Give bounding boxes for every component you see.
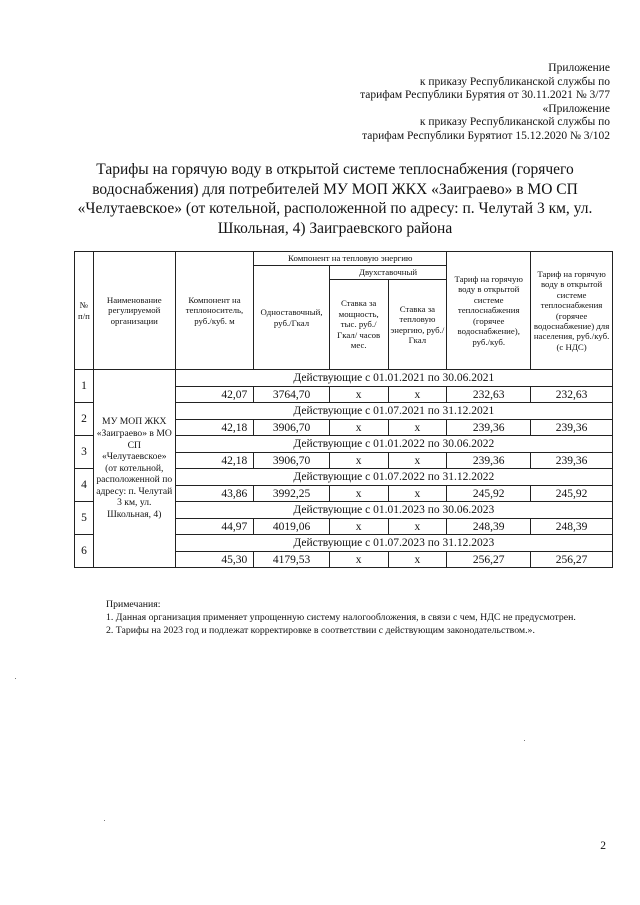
scan-speck (104, 820, 105, 821)
tariff-value: 256,27 (447, 552, 531, 568)
period-label: Действующие с 01.01.2021 по 30.06.2021 (175, 370, 612, 387)
appendix-line: к приказу Республиканской службы по (419, 116, 610, 129)
row-number: 5 (75, 502, 94, 535)
carrier-value: 42,18 (175, 420, 254, 436)
tariff-value: 248,39 (447, 519, 531, 535)
header-energy-rate: Ставка за тепловую энергию, руб./Гкал (388, 280, 447, 370)
single-rate-value: 3764,70 (254, 387, 330, 403)
power-rate-value: x (329, 453, 388, 469)
tariff-population-value: 239,36 (531, 453, 613, 469)
tariff-value: 239,36 (447, 453, 531, 469)
tariff-table (74, 251, 613, 568)
single-rate-value: 4179,53 (254, 552, 330, 568)
carrier-value: 43,86 (175, 486, 254, 502)
title-line: Тарифы на горячую воду в открытой системе теплоснабжения (горячего (96, 161, 574, 178)
carrier-value: 45,30 (175, 552, 254, 568)
header-power-rate: Ставка за мощность, тыс. руб./Гкал/ часов мес. (329, 280, 388, 370)
scan-speck (524, 740, 525, 741)
header-org: Наименование регулируемой организации (93, 252, 175, 370)
header-two-rate: Двухставочный (329, 266, 446, 280)
title-line: Школьная, 4) Заиграевского района (217, 219, 453, 237)
header-tariff: Тариф на горячую воду в открытой системе теплоснабжения (горячее водоснабжение), руб./куб. (447, 252, 531, 370)
period-label: Действующие с 01.07.2022 по 31.12.2022 (175, 469, 612, 486)
appendix-line: тарифам Республики Бурятия от 30.11.2021 № 3/77 (360, 89, 610, 102)
carrier-value: 44,97 (175, 519, 254, 535)
notes-section (106, 598, 611, 638)
header-single-rate: Одноставочный, руб./Гкал (254, 266, 330, 370)
power-rate-value: x (329, 387, 388, 403)
tariff-value: 232,63 (447, 387, 531, 403)
page-number: 2 (600, 840, 606, 852)
power-rate-value: x (329, 552, 388, 568)
note-item: 2. Тарифы на 2023 год и подлежат корректировке в соответствии с действующим законодательством.». (106, 625, 535, 637)
row-number: 1 (75, 370, 94, 403)
document-title (70, 160, 600, 238)
tariff-value: 245,92 (447, 486, 531, 502)
period-label: Действующие с 01.07.2021 по 31.12.2021 (175, 403, 612, 420)
header-num: № п/п (75, 252, 94, 370)
title-line: «Челутаевское» (от котельной, расположенной по адресу: п. Челутай 3 км, ул. (77, 200, 593, 217)
single-rate-value: 3992,25 (254, 486, 330, 502)
carrier-value: 42,18 (175, 453, 254, 469)
carrier-value: 42,07 (175, 387, 254, 403)
notes-heading: Примечания: (106, 599, 161, 610)
row-number: 2 (75, 403, 94, 436)
single-rate-value: 3906,70 (254, 453, 330, 469)
tariff-population-value: 232,63 (531, 387, 613, 403)
header-tariff-population: Тариф на горячую воду в открытой системе теплоснабжения (горячее водоснабжение) для населения, руб./куб. (с НДС) (531, 252, 613, 370)
energy-rate-value: x (388, 552, 447, 568)
appendix-line: к приказу Республиканской службы по (419, 75, 610, 88)
single-rate-value: 3906,70 (254, 420, 330, 436)
row-number: 3 (75, 436, 94, 469)
appendix-line: «Приложение (542, 102, 610, 115)
energy-rate-value: x (388, 519, 447, 535)
period-label: Действующие с 01.07.2023 по 31.12.2023 (175, 535, 612, 552)
power-rate-value: x (329, 519, 388, 535)
power-rate-value: x (329, 420, 388, 436)
tariff-population-value: 245,92 (531, 486, 613, 502)
row-number: 6 (75, 535, 94, 568)
scan-speck (15, 678, 16, 679)
appendix-line: тарифам Республики Бурятиот 15.12.2020 № 3/102 (362, 129, 610, 142)
period-label: Действующие с 01.01.2022 по 30.06.2022 (175, 436, 612, 453)
appendix-line: Приложение (548, 62, 610, 74)
header-carrier: Компонент на теплоноситель, руб./куб. м (175, 252, 254, 370)
tariff-population-value: 239,36 (531, 420, 613, 436)
energy-rate-value: x (388, 486, 447, 502)
header-energy-group: Компонент на тепловую энергию (254, 252, 447, 266)
organization-name: МУ МОП ЖКХ «Заиграево» в МО СП «Челутаевское» (от котельной, расположенной по адресу: п. Челутай 3 км, ул. Школьная, 4) (93, 370, 175, 568)
period-label: Действующие с 01.01.2023 по 30.06.2023 (175, 502, 612, 519)
tariff-value: 239,36 (447, 420, 531, 436)
row-number: 4 (75, 469, 94, 502)
title-line: водоснабжения) для потребителей МУ МОП ЖКХ «Заиграево» в МО СП (92, 180, 578, 198)
single-rate-value: 4019,06 (254, 519, 330, 535)
tariff-population-value: 256,27 (531, 552, 613, 568)
energy-rate-value: x (388, 387, 447, 403)
note-item: 1. Данная организация применяет упрощенную систему налогообложения, в связи с чем, НДС не предусмотрен. (106, 612, 576, 624)
energy-rate-value: x (388, 453, 447, 469)
tariff-population-value: 248,39 (531, 519, 613, 535)
power-rate-value: x (329, 486, 388, 502)
energy-rate-value: x (388, 420, 447, 436)
appendix-header (290, 62, 610, 144)
